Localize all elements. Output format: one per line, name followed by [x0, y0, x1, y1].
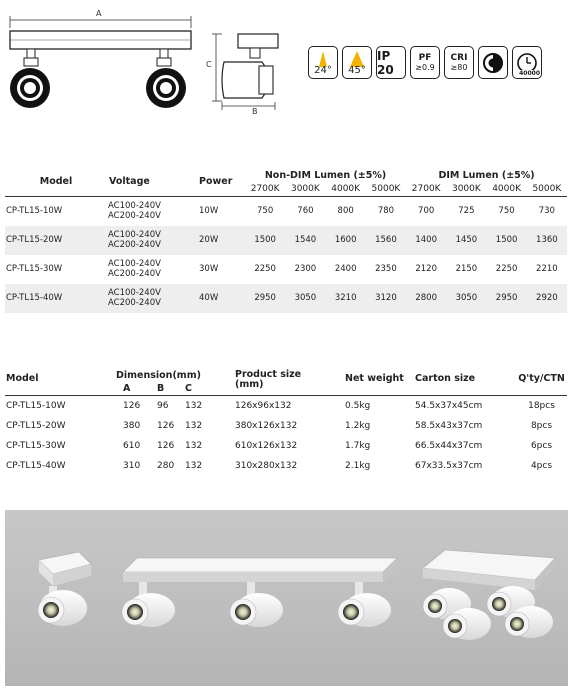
- dimension-a-label: A: [96, 9, 102, 18]
- cct-header: 5000K: [371, 183, 401, 194]
- cct-header: 2700K: [411, 183, 441, 194]
- dimension-table: Model Dimension(mm) Product size (mm) Net weight Carton size Q'ty/CTN A B C CP-TL15-10W 126 96 132 126x96x132 0.5kg 54.5x37x45cm 18pcs CP-TL15-20W 380 126 132 380x126x132 1.2kg 58.5x43x37cm 8pcs CP-TL15-30W 610 126 132 610x126x132 1.7kg 66.5x44x37cm 6pcs CP-TL15-40W 310 280 132 310x280x132 2.1kg 67x33.5x37cm 4pcs: [5, 369, 567, 476]
- col-power: Power: [199, 176, 233, 188]
- dimension-c-label: C: [206, 60, 212, 69]
- cct-header: 3000K: [290, 183, 320, 194]
- col-qty: Q'ty/CTN: [518, 373, 565, 384]
- col-net-weight: Net weight: [345, 373, 404, 384]
- table-row: CP-TL15-40W AC100-240V AC200-240V 40W 2950 3050 3210 3120 2800 3050 2950 2920: [5, 284, 567, 313]
- beam-angle-24-icon: 24°: [308, 46, 338, 79]
- lifetime-hours-icon: 40000: [512, 46, 542, 79]
- feature-icons: [308, 46, 542, 79]
- cct-header: 5000K: [532, 183, 562, 194]
- cct-header: 4000K: [331, 183, 361, 194]
- front-view-drawing: [0, 0, 300, 120]
- col-nondim-lumen: Non-DIM Lumen (±5%): [264, 169, 387, 181]
- table-row: CP-TL15-40W 310 280 132 310x280x132 2.1kg 67x33.5x37cm 4pcs: [6, 461, 553, 471]
- power-factor-icon: PF ≥0.9: [410, 46, 440, 79]
- table-row: CP-TL15-20W AC100-240V AC200-240V 20W 1500 1540 1600 1560 1400 1450 1500 1360: [5, 226, 567, 255]
- col-model: Model: [39, 176, 73, 188]
- col-model: Model: [6, 373, 39, 384]
- col-dim-lumen: DIM Lumen (±5%): [438, 169, 535, 181]
- product-photo: [5, 510, 568, 686]
- table-row: CP-TL15-30W AC100-240V AC200-240V 30W 2250 2300 2400 2350 2120 2150 2250 2210: [6, 259, 558, 279]
- table-row: CP-TL15-10W AC100-240V AC200-240V 10W 750 760 800 780 700 725 750 730: [6, 201, 555, 221]
- beam-angle-45-icon: 45°: [342, 46, 372, 79]
- table-row: CP-TL15-10W 126 96 132 126x96x132 0.5kg 54.5x37x45cm 18pcs: [6, 401, 555, 411]
- col-dimension: Dimension(mm): [116, 370, 201, 381]
- product-photo-illustration: [5, 510, 568, 686]
- dimmable-icon: [478, 46, 508, 79]
- col-carton-size: Carton size: [415, 373, 476, 384]
- cri-icon: CRI ≥80: [444, 46, 474, 79]
- col-product-size: Product size (mm): [235, 369, 302, 390]
- col-voltage: Voltage: [109, 176, 150, 188]
- cct-header: 3000K: [451, 183, 481, 194]
- cct-header: 4000K: [492, 183, 522, 194]
- dimension-b-label: B: [252, 107, 258, 116]
- table-row: CP-TL15-20W 380 126 132 380x126x132 1.2kg 58.5x43x37cm 8pcs: [6, 421, 553, 431]
- cct-header: 2700K: [250, 183, 280, 194]
- table-row: CP-TL15-30W 610 126 132 610x126x132 1.7kg 66.5x44x37cm 6pcs: [6, 441, 553, 451]
- lumen-table: [5, 168, 567, 313]
- ip-rating-icon: IP 20: [376, 46, 406, 79]
